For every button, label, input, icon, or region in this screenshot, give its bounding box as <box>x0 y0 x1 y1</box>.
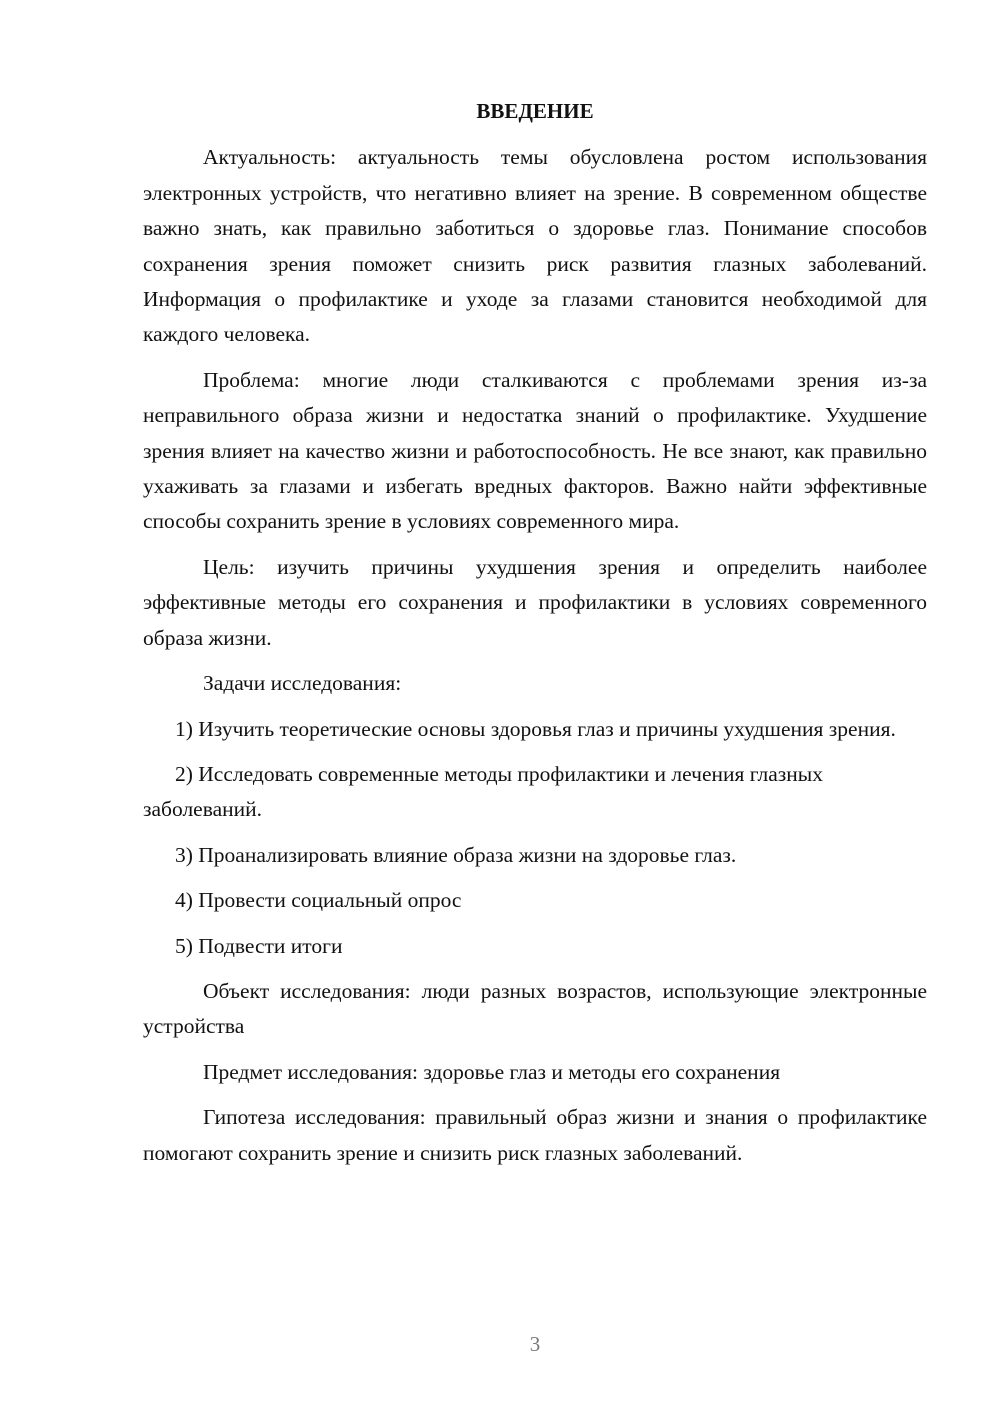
problem-paragraph: Проблема: многие люди сталкиваются с проблемами зрения из-за неправильного образа жизни и недостатка знаний о профилактике. Ухудшение зрения влияет на качество жизни и работоспособность. Не все знают, как правильно ухаживать за глазами и избегать вредных факторов. Важно найти эффективные способы сохранить зрение в условиях современного мира. <box>143 367 927 534</box>
subject-paragraph: Предмет исследования: здоровье глаз и методы его сохранения <box>203 1059 781 1084</box>
task-item: 1) Изучить теоретические основы здоровья глаз и причины ухудшения зрения. <box>175 716 896 741</box>
relevance-paragraph: Актуальность: актуальность темы обусловлена ростом использования электронных устройств, что негативно влияет на зрение. В современном обществе важно знать, как правильно заботиться о здоровье глаз. Понимание способов сохранения зрения поможет снизить риск развития глазных заболеваний. Информация о профилактике и уходе за глазами становится необходимой для каждого человека. <box>143 145 927 347</box>
document-body <box>143 94 927 1181</box>
task-item: 5) Подвести итоги <box>175 933 343 958</box>
tasks-heading: Задачи исследования: <box>203 671 402 696</box>
task-item: 3) Проанализировать влияние образа жизни на здоровье глаз. <box>175 842 737 867</box>
task-item: 2) Исследовать современные методы профилактики и лечения глазных заболеваний. <box>143 761 823 822</box>
goal-paragraph: Цель: изучить причины ухудшения зрения и определить наиболее эффективные методы его сохранения и профилактики в условиях современного образа жизни. <box>143 554 927 650</box>
task-item: 4) Провести социальный опрос <box>175 888 462 913</box>
page-title: ВВЕДЕНИЕ <box>476 99 594 123</box>
object-paragraph: Объект исследования: люди разных возрастов, использующие электронные устройства <box>143 978 927 1039</box>
page-number: 3 <box>529 1332 541 1356</box>
hypothesis-paragraph: Гипотеза исследования: правильный образ жизни и знания о профилактике помогают сохранить зрение и снизить риск глазных заболеваний. <box>143 1105 927 1165</box>
